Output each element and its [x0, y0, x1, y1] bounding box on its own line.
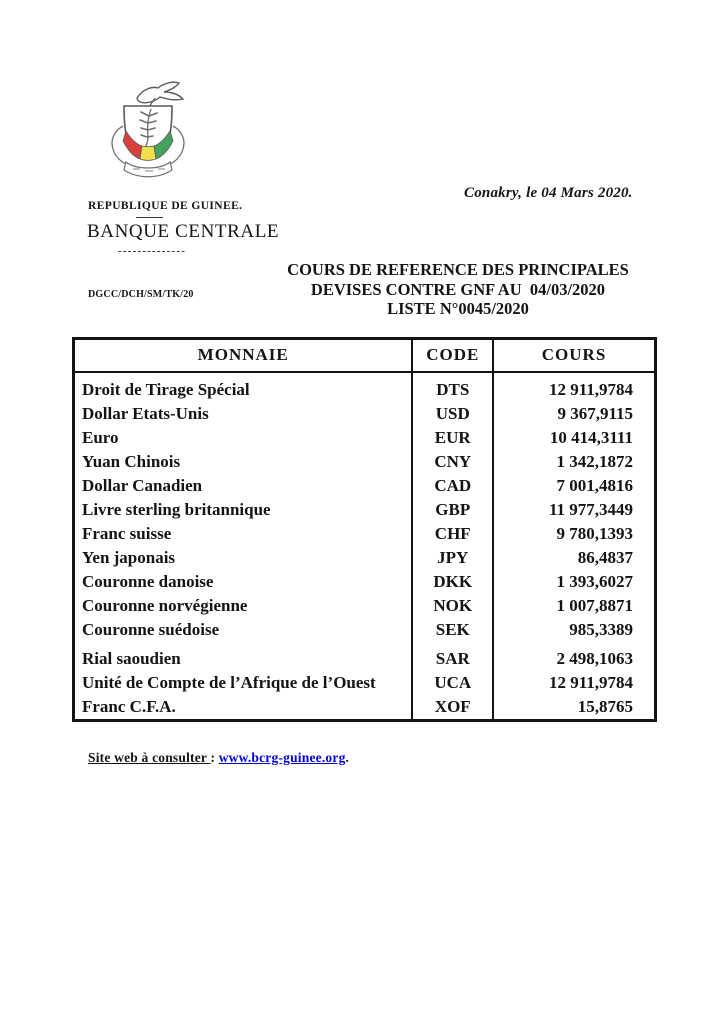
currency-name-cell: Droit de Tirage Spécial: [74, 372, 413, 402]
title-line-3: LISTE N°0045/2020: [387, 299, 529, 318]
website-note-period: .: [345, 750, 350, 765]
exchange-rate-cell: 86,4837: [493, 546, 655, 570]
currency-code-cell: DKK: [412, 570, 493, 594]
table-row: [74, 594, 656, 618]
currency-code-cell: EUR: [412, 426, 493, 450]
letterhead-divider: [136, 217, 163, 218]
table-row: [74, 671, 656, 695]
currency-code-cell: CHF: [412, 522, 493, 546]
table-row: [74, 474, 656, 498]
currency-name-cell: Rial saoudien: [74, 642, 413, 671]
exchange-rate-cell: 9 780,1393: [493, 522, 655, 546]
dashed-separator: --------------: [118, 245, 187, 257]
currency-name-cell: Unité de Compte de l’Afrique de l’Ouest: [74, 671, 413, 695]
currency-code-cell: CAD: [412, 474, 493, 498]
exchange-rate-cell: 9 367,9115: [493, 402, 655, 426]
exchange-rate-cell: 10 414,3111: [493, 426, 655, 450]
place-and-date: Conakry, le 04 Mars 2020.: [464, 185, 633, 201]
table-row: [74, 642, 656, 671]
table-row: [74, 450, 656, 474]
table-row: [74, 570, 656, 594]
exchange-rate-cell: 1 007,8871: [493, 594, 655, 618]
exchange-rate-cell: 2 498,1063: [493, 642, 655, 671]
website-note: [88, 750, 349, 766]
header-code: CODE: [412, 339, 493, 373]
table-row: [74, 426, 656, 450]
currency-name-cell: Franc C.F.A.: [74, 695, 413, 721]
currency-name-cell: Livre sterling britannique: [74, 498, 413, 522]
exchange-rate-cell: 985,3389: [493, 618, 655, 642]
currency-code-cell: UCA: [412, 671, 493, 695]
currency-name-cell: Dollar Canadien: [74, 474, 413, 498]
table-row: [74, 522, 656, 546]
exchange-rate-cell: 12 911,9784: [493, 372, 655, 402]
guinea-coat-of-arms-icon: [98, 76, 198, 190]
currency-code-cell: USD: [412, 402, 493, 426]
table-row: [74, 402, 656, 426]
exchange-rates-table: [72, 337, 657, 722]
table-row: [74, 618, 656, 642]
currency-name-cell: Couronne suédoise: [74, 618, 413, 642]
currency-name-cell: Euro: [74, 426, 413, 450]
exchange-rate-cell: 1 342,1872: [493, 450, 655, 474]
table-row: [74, 372, 656, 402]
currency-code-cell: SEK: [412, 618, 493, 642]
republic-label: REPUBLIQUE DE GUINEE.: [88, 200, 243, 212]
currency-name-cell: Dollar Etats-Unis: [74, 402, 413, 426]
table-row: [74, 498, 656, 522]
title-line-1: COURS DE REFERENCE DES PRINCIPALES: [287, 260, 629, 279]
exchange-rate-cell: 12 911,9784: [493, 671, 655, 695]
header-monnaie: MONNAIE: [74, 339, 413, 373]
exchange-rate-cell: 7 001,4816: [493, 474, 655, 498]
bank-name: BANQUE CENTRALE: [87, 221, 280, 242]
reference-number: DGCC/DCH/SM/TK/20: [88, 289, 194, 300]
exchange-rate-cell: 11 977,3449: [493, 498, 655, 522]
document-title: [216, 260, 700, 319]
currency-code-cell: DTS: [412, 372, 493, 402]
website-note-label: Site web à consulter: [88, 750, 211, 765]
exchange-rate-cell: 1 393,6027: [493, 570, 655, 594]
table-row: [74, 695, 656, 721]
currency-code-cell: NOK: [412, 594, 493, 618]
table-header-row: [74, 339, 656, 373]
bcrg-website-link[interactable]: www.bcrg-guinee.org: [218, 750, 346, 765]
currency-name-cell: Yuan Chinois: [74, 450, 413, 474]
table-row: [74, 546, 656, 570]
currency-code-cell: CNY: [412, 450, 493, 474]
currency-code-cell: GBP: [412, 498, 493, 522]
currency-name-cell: Couronne norvégienne: [74, 594, 413, 618]
currency-code-cell: JPY: [412, 546, 493, 570]
currency-name-cell: Yen japonais: [74, 546, 413, 570]
currency-name-cell: Franc suisse: [74, 522, 413, 546]
title-line-2: DEVISES CONTRE GNF AU 04/03/2020: [310, 279, 606, 299]
currency-code-cell: SAR: [412, 642, 493, 671]
currency-name-cell: Couronne danoise: [74, 570, 413, 594]
header-cours: COURS: [493, 339, 655, 373]
exchange-rate-cell: 15,8765: [493, 695, 655, 721]
website-note-colon: :: [210, 750, 219, 765]
currency-code-cell: XOF: [412, 695, 493, 721]
